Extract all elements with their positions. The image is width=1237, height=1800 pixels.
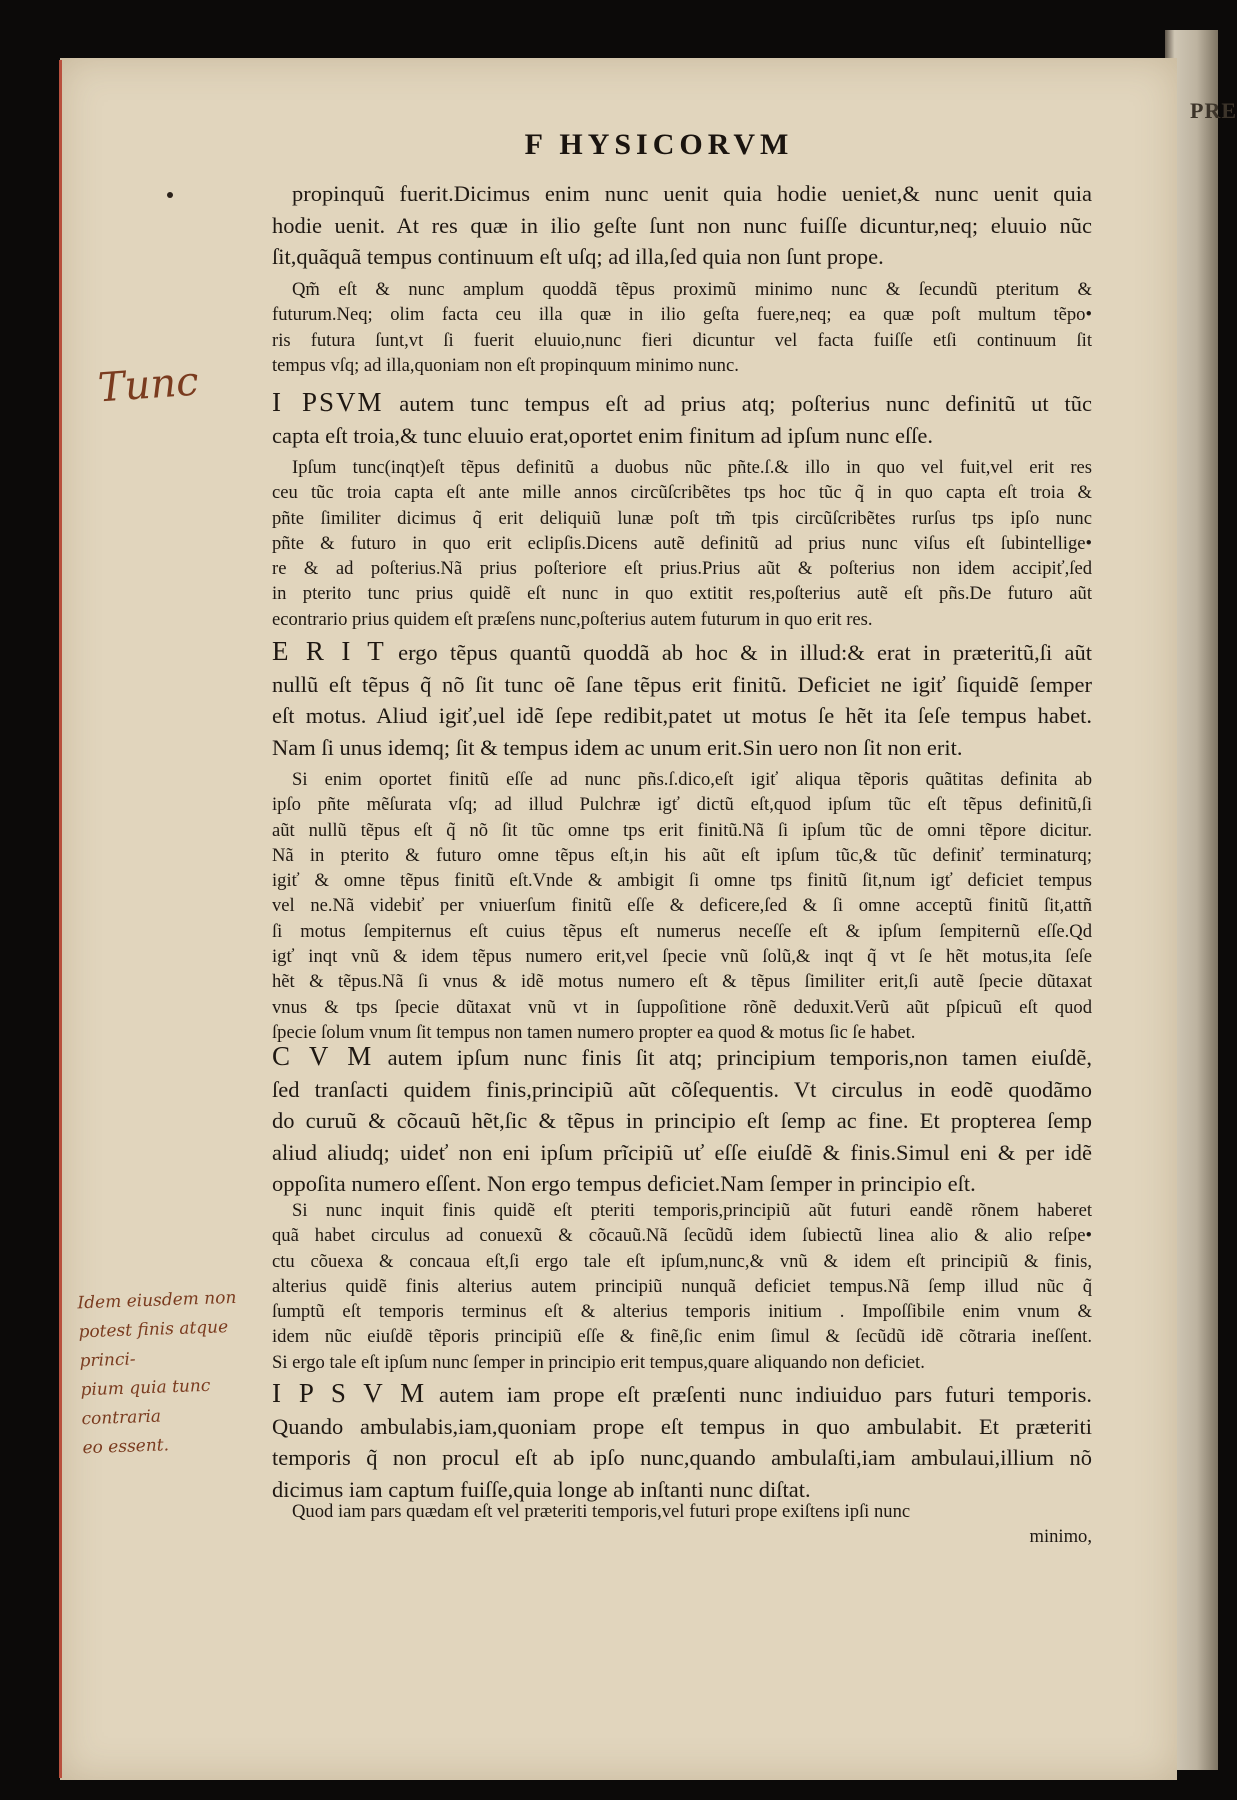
- text-line: [272, 1074, 1092, 1106]
- text-line: [272, 636, 1092, 669]
- paragraph-text-1: [272, 178, 1092, 273]
- text-line: [272, 1411, 1092, 1443]
- line-text: eſt motus. Aliud igiť,uel idẽ ſepe redibit,patet ut motus ſe hẽt ita ſeſe tempus habet.: [272, 703, 1092, 728]
- line-text: Nam ſi unus idemq; ſit & tempus idem ac unum erit.Sin uero non ſit non erit.: [272, 734, 963, 760]
- line-text: in pterito tunc prius quidẽ eſt nunc in quo extitit res,poſterius autẽ eſt pñs.De futuro aũt: [272, 583, 1092, 605]
- line-text: autem tunc tempus eſt ad prius atq; poſterius nunc definitũ ut tũc: [383, 391, 1092, 416]
- line-text: Nã in pterito & futuro omne tẽpus eſt,in his aũt eſt ipſum tũc,& tũc definiť terminaturq;: [272, 844, 1092, 866]
- page-red-edge: [59, 60, 62, 1778]
- text-line: [272, 792, 1092, 817]
- line-text: pñte ſimiliter dicimus q̃ erit deliquiũ lunæ poſt tm̃ tpis circũſcribẽtes rurſus tps ipſo nunc: [272, 507, 1092, 529]
- marginal-note-tunc: Tunc: [96, 358, 201, 412]
- paragraph-lead-word: I P S V M: [272, 1378, 427, 1408]
- text-line: [272, 732, 1092, 764]
- text-line: [272, 1442, 1092, 1474]
- line-text: autem ipſum nunc finis ſit atq; principium temporis,non tamen eiuſdẽ,: [373, 1045, 1092, 1070]
- marginal-note-line: Idem eiusdem non: [77, 1287, 237, 1314]
- text-line: [272, 893, 1092, 918]
- paragraph-lead-word: I PSVM: [272, 387, 384, 417]
- text-line: [272, 767, 1092, 792]
- text-line: [272, 919, 1092, 944]
- text-line: [272, 868, 1092, 893]
- running-head: F HYSICORVM: [524, 128, 794, 161]
- text-line: [272, 328, 1092, 353]
- line-text: nullũ eſt tẽpus q̃ nõ ſit tunc oẽ ſane tẽpus erit finitũ. Deficiet ne igiť ſiquidẽ ſemper: [272, 671, 1092, 697]
- line-text: vel ne.Nã videbiť per vniuerſum finitũ eſſe & deficere,ſed & ſi omne acceptũ finitũ ſit,attñ: [272, 895, 1092, 917]
- line-text: Si nunc inquit finis quidẽ eſt pteriti temporis,principiũ aũt futuri eandẽ rõnem haberet: [292, 1200, 1092, 1221]
- marginal-note-line: eo essent.: [82, 1435, 170, 1459]
- line-text: pñte & futuro in quo erit eclipſis.Dicens autẽ definitũ ad prius nunc viſus eſt ſubintellige•: [272, 532, 1092, 554]
- ink-dot: [167, 192, 173, 198]
- line-text: ſed tranſacti quidem finis,principiũ aũt cõſequentis. Vt circulus in eodẽ quodãmo: [272, 1076, 1092, 1102]
- text-line: [272, 607, 1092, 632]
- line-text: ipſo pñte mẽſurata vſq; ad illud Pulchræ igť dictũ eſt,quod ipſum tũc eſt tẽpus definitũ,ſi: [272, 794, 1092, 816]
- line-text: idem nũc eiuſdẽ tẽporis principiũ eſſe & finẽ,ſic enim ſimul & ſecũdũ idẽ cõtraria ineſſent.: [272, 1326, 1092, 1348]
- text-line: [272, 1223, 1092, 1248]
- line-text: temporis q̃ non procul eſt ab ipſo nunc,quando ambulaſti,iam ambulaui,illium nõ: [272, 1445, 1092, 1470]
- line-text: propinquũ fuerit.Dicimus enim nunc uenit quia hodie ueniet,& nunc uenit quia: [292, 181, 1092, 206]
- text-line: [272, 277, 1092, 302]
- text-line: [272, 531, 1092, 556]
- paragraph-commentary-3: [272, 767, 1092, 1045]
- line-text: aũt nullũ tẽpus eſt q̃ nõ ſit tũc omne tps erit finitũ.Nã ſi ipſum tũc de omni tẽpore dicitur.: [272, 819, 1092, 841]
- paragraph-lead-word: E R I T: [272, 636, 386, 666]
- text-line: [272, 241, 1092, 273]
- line-text: ceu tũc troia capta eſt ante mille annos circũſcribẽtes tps hoc tũc q̃ in quo capta eſt troia &: [272, 482, 1092, 504]
- line-text: tempus vſq; ad illa,quoniam non eſt propinquum minimo nunc.: [272, 354, 739, 376]
- paragraph-text-3: [272, 636, 1092, 763]
- line-text: ſi motus ſempiternus eſt cuius tẽpus eſt numerus neceſſe eſt & ipſum ſempiternũ eſſe.Qd: [272, 920, 1092, 942]
- line-text: Si ergo tale eſt ipſum nunc ſemper in principio erit tempus,quare aliquando non deficiet.: [272, 1351, 925, 1373]
- line-text: igť inqt vnũ & idem tẽpus numero erit,vel ſpecie vnũ ſolũ,& inqt q̃ vt ſe hẽt motus,ita ſeſe: [272, 946, 1092, 968]
- text-line: [272, 843, 1092, 868]
- line-text: ris futura ſunt,vt ſi fuerit eluuio,nunc fieri dicuntur vel facta fuiſſe etſi continuum ſit: [272, 329, 1092, 351]
- line-text: ſumptũ eſt temporis terminus eſt & alterius temporis initium . Impoſſibile enim vnum &: [272, 1301, 1092, 1323]
- line-text: re & ad poſterius.Nã prius poſteriore eſt prius.Prius aũt & poſterius non idem accipiť,ſed: [272, 558, 1092, 580]
- line-text: ctu cõuexa & concaua eſt,ſi ergo tale eſt ipſum,nunc,& vnũ & idem eſt principiũ & finis,: [272, 1250, 1092, 1272]
- text-line: [272, 700, 1092, 732]
- line-text: capta eſt troia,& tunc eluuio erat,oportet enim finitum ad ipſum nunc eſſe.: [272, 422, 934, 448]
- paragraph-text-5: [272, 1378, 1092, 1505]
- line-text: ſpecie ſolum vnum ſit tempus non tamen numero propter ea quod & motus ſic ſe habet.: [272, 1021, 916, 1043]
- text-line: [272, 1499, 1092, 1524]
- line-text: ergo tẽpus quantũ quoddã ab hoc & in illud:& erat in præteritũ,ſi aũt: [385, 640, 1093, 665]
- line-text: ſit,quãquã tempus continuum eſt uſq; ad illa,ſed quia non ſunt prope.: [272, 244, 884, 269]
- text-line: [272, 669, 1092, 701]
- line-text: autem iam prope eſt præſenti nunc indiuiduo pars futuri temporis.: [426, 1382, 1092, 1407]
- paragraph-text-4: [272, 1041, 1092, 1200]
- line-text: aliud aliudq; uideť non eni ipſum prĩcipiũ uť eſſe eiuſdẽ & finis.Simul eni & per idẽ: [272, 1139, 1092, 1165]
- line-text: quã habet circulus ad conuexũ & cõcauũ.Nã ſecũdũ idem ſubiectũ linea alio & alio reſpe•: [272, 1225, 1092, 1247]
- text-line: [272, 1105, 1092, 1137]
- paragraph-lead-word: C V M: [272, 1041, 374, 1071]
- text-line: [272, 455, 1092, 480]
- text-line: [272, 1198, 1092, 1223]
- line-text: vnus & tps ſpecie dũtaxat vnũ vt in ſuppoſitione rõnẽ deduxit.Verũ aũt pſpicuũ eſt quod: [272, 996, 1092, 1018]
- text-line: [272, 1378, 1092, 1411]
- marginal-note-line: pium quia tunc contraria: [80, 1375, 211, 1430]
- paragraph-commentary-2: [272, 455, 1092, 632]
- line-text: igiť & omne tẽpus finitũ eſt.Vnde & ambigit ſi omne tps finitũ ſit,num igť deficiet tempus: [272, 870, 1092, 892]
- last-line: minimo,: [1029, 1526, 1092, 1547]
- line-text: oppoſita numero eſſent. Non ergo tempus deficiet.Nam ſemper in principio eſt.: [272, 1171, 976, 1196]
- paragraph-text-2: [272, 387, 1092, 451]
- text-line: [272, 506, 1092, 531]
- line-text: Si enim oportet finitũ eſſe ad nunc pñs.ſ.dico,eſt igiť aliqua tẽporis quãtitas definita ab: [292, 769, 1092, 790]
- paragraph-commentary-5: [272, 1499, 1092, 1524]
- text-line: [272, 1299, 1092, 1324]
- line-text: Quando ambulabis,iam,quoniam prope eſt tempus in quo ambulabit. Et præteriti: [272, 1413, 1092, 1439]
- text-line: [272, 995, 1092, 1020]
- line-text: do curuũ & cõcauũ hẽt,ſic & tẽpus in principio eſt ſemp ac fine. Et propterea ſemp: [272, 1108, 1092, 1133]
- text-line: [272, 1350, 1092, 1375]
- text-line: [272, 1274, 1092, 1299]
- text-line: [272, 1249, 1092, 1274]
- line-text: hẽt & tẽpus.Nã ſi vnus & idẽ motus numero eſt & tẽpus ſimiliter erit,ſi autẽ ſpecie dũtaxat: [272, 971, 1092, 993]
- marginal-note-line: potest finis atque princi-: [78, 1317, 229, 1372]
- text-line: [272, 818, 1092, 843]
- text-line: [272, 1324, 1092, 1349]
- paragraph-commentary-1: [272, 277, 1092, 378]
- line-text: Quod iam pars quædam eſt vel præteriti temporis,vel futuri prope exiſtens ipſi nunc: [292, 1501, 911, 1522]
- text-line: [272, 556, 1092, 581]
- text-line: [272, 944, 1092, 969]
- line-text: hodie uenit. At res quæ in ilio geſte ſunt non nunc fuiſſe dicuntur,neq; eluuio nũc: [272, 212, 1092, 238]
- line-text: Ipſum tunc(inqt)eſt tẽpus definitũ a duobus nũc pñte.ſ.& illo in quo vel fuit,vel erit res: [292, 457, 1092, 478]
- next-page-edge-mark: PRE: [1190, 98, 1237, 123]
- line-text: Qm̃ eſt & nunc amplum quoddã tẽpus proximũ minimo nunc & ſecundũ pteritum &: [292, 279, 1092, 300]
- line-text: futurum.Neq; olim facta ceu illa quæ in ilio geſta fuere,neq; ea quæ poſt multum tẽpo•: [272, 304, 1092, 326]
- line-text: dicimus iam captum fuiſſe,quia longe ab inſtanti nunc diſtat.: [272, 1476, 811, 1502]
- text-line: [272, 1137, 1092, 1169]
- text-line: [272, 480, 1092, 505]
- text-line: [272, 1168, 1092, 1200]
- text-line: [272, 969, 1092, 994]
- marginal-note-idem: [77, 1283, 273, 1464]
- text-line: [272, 178, 1092, 210]
- text-line: [272, 302, 1092, 327]
- text-line: [272, 210, 1092, 242]
- line-text: econtrario prius quidem eſt præſens nunc,poſterius autem futurum in quo erit res.: [272, 608, 873, 630]
- text-line: [272, 1041, 1092, 1074]
- text-line: [272, 353, 1092, 378]
- text-line: [272, 420, 1092, 452]
- text-line: [272, 581, 1092, 606]
- text-line: [272, 387, 1092, 420]
- paragraph-commentary-4: [272, 1198, 1092, 1375]
- line-text: alterius quidẽ finis alterius autem principiũ nunquã deficiet tempus.Nã ſemp illud nũc q̃: [272, 1275, 1092, 1297]
